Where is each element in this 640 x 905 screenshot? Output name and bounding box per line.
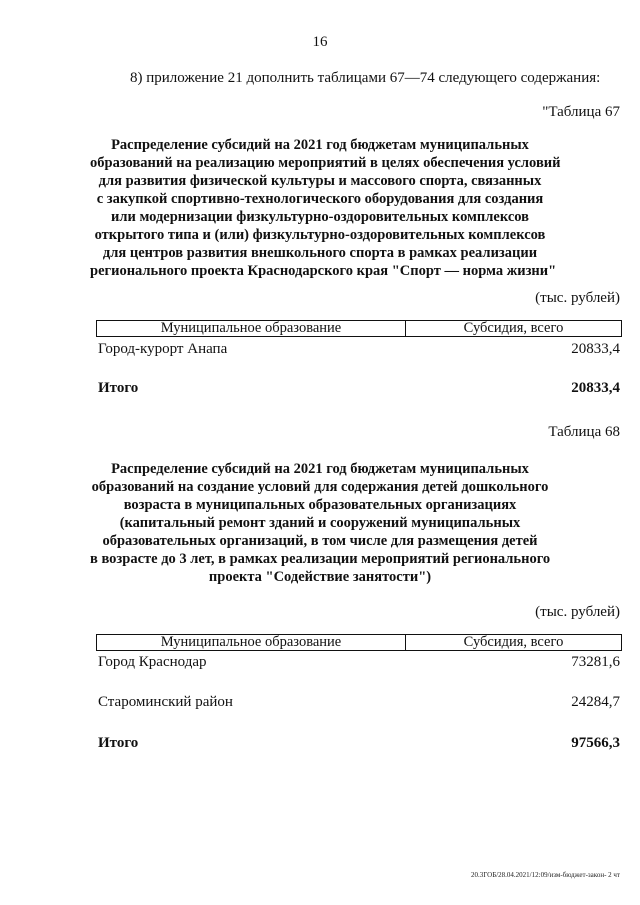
title-line: возраста в муниципальных образовательных организациях [123,497,517,513]
title-line: с закупкой спортивно-технологического оборудования для создания [96,191,544,207]
title-line: Распределение субсидий на 2021 год бюджетам муниципальных [111,137,529,153]
title-line: Распределение субсидий на 2021 год бюджетам муниципальных [111,461,529,477]
title-line: в возрасте до 3 лет, в рамках реализации мероприятий регионального [90,551,551,567]
title-line: проекта "Содействие занятости") [208,569,432,585]
table-68-total-value: 97566,3 [571,735,620,751]
column-header-subsidy: Субсидия, всего [463,320,564,336]
column-header-subsidy: Субсидия, всего [463,634,564,650]
table-68-unit: (тыс. рублей) [535,604,620,620]
title-line: (капитальный ремонт зданий и сооружений муниципальных [119,515,521,531]
title-line: образований на создание условий для содержания детей дошкольного [91,479,549,495]
table-67-title [90,136,561,280]
table-row-name: Староминский район [98,694,233,710]
table-67-label: "Таблица 67 [542,104,620,120]
title-line: или модернизации физкультурно-оздоровительных комплексов [110,209,529,225]
title-line: для центров развития внешкольного спорта в рамках реализации [102,245,538,261]
table-68-header [96,634,622,651]
table-row-value: 73281,6 [571,654,620,670]
table-68-label: Таблица 68 [548,424,620,440]
column-header-municipality: Муниципальное образование [97,635,406,650]
table-row-value: 20833,4 [571,341,620,357]
table-67-header [96,320,622,337]
page-number: 16 [312,34,328,50]
table-row-value: 24284,7 [571,694,620,710]
intro-paragraph: 8) приложение 21 дополнить таблицами 67—74 следующего содержания: [130,70,601,86]
table-67-total-label: Итого [98,380,139,396]
title-line: образований на реализацию мероприятий в целях обеспечения условий [90,155,561,171]
document-footer-code: 20.3ГОБ/28.04.2021/12:09/изм-бюджет-закон- 2 чт [471,871,620,879]
title-line: для развития физической культуры и массового спорта, связанных [98,173,542,189]
title-line: регионального проекта Краснодарского края "Спорт — норма жизни" [90,263,557,279]
title-line: открытого типа и (или) физкультурно-оздоровительных комплексов [94,227,546,243]
table-row-name: Город Краснодар [98,654,207,670]
table-67-total-value: 20833,4 [571,380,620,396]
title-line: образовательных организаций, в том числе для размещения детей [102,533,538,549]
table-68-total-label: Итого [98,735,139,751]
column-header-municipality: Муниципальное образование [97,321,406,336]
table-68-title [90,460,550,586]
table-row-name: Город-курорт Анапа [98,341,228,357]
table-67-unit: (тыс. рублей) [535,290,620,306]
